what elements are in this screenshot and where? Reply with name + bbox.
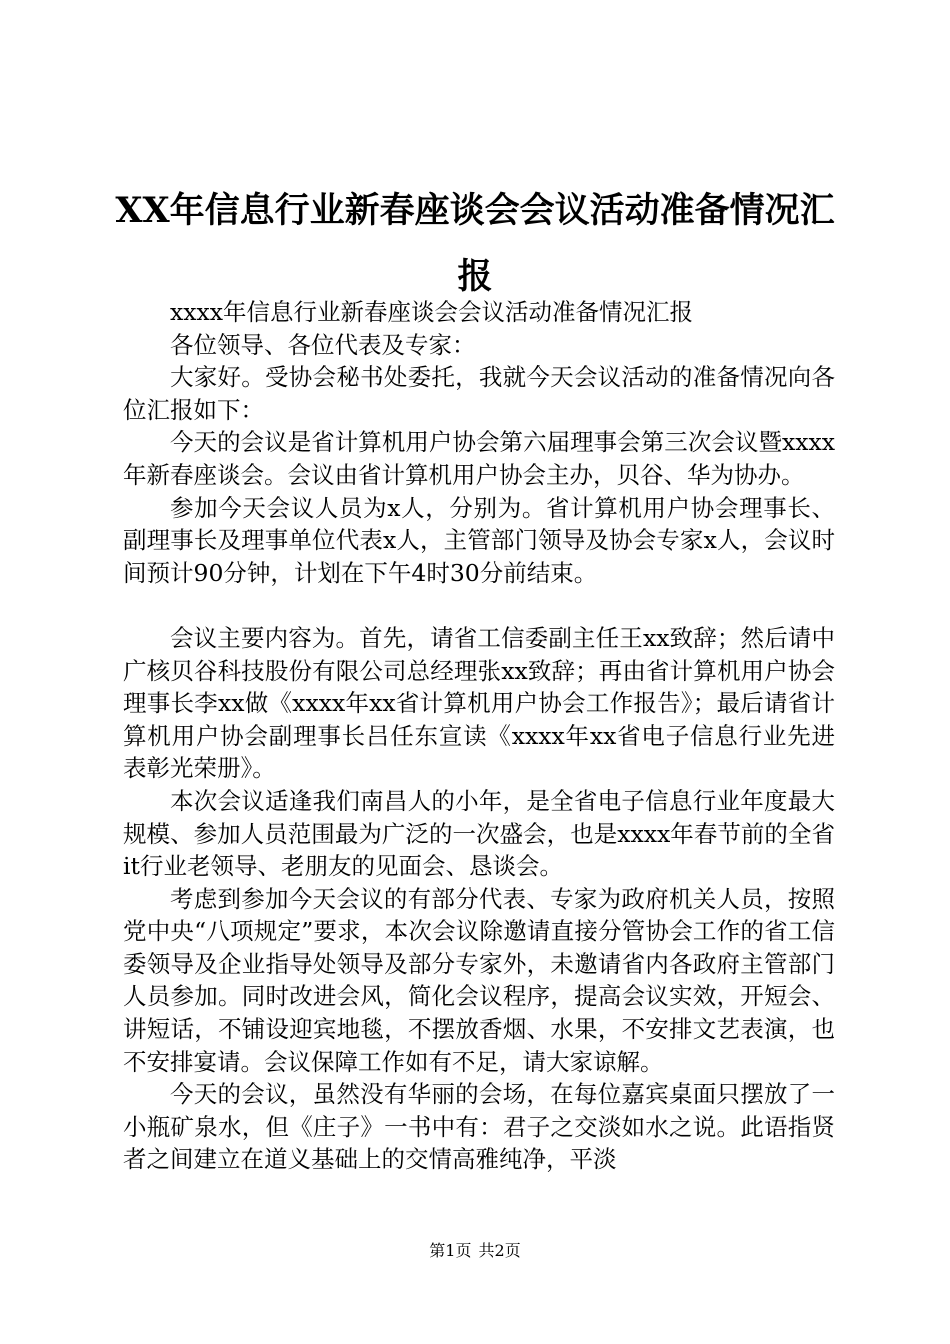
paragraph-salutation: 各位领导、各位代表及专家： <box>170 330 476 359</box>
paragraph-agenda: 会议主要内容为。首先，请省工信委副主任王xx致辞；然后请中广核贝谷科技股份有限公司总经理张xx致辞；再由省计算机用户协会理事长李xx做《xxxx年xx省计算机用户协会工作报告》；最后请省计算机用户协会副理事长吕任东宣读《xxxx年xx省电子信息行业先进表彰光荣册》。 <box>123 623 835 783</box>
document-title: XX年信息行业新春座谈会会议活动准备情况汇报 <box>115 190 835 297</box>
paragraph-attendees: 参加今天会议人员为x人，分别为。省计算机用户协会理事长、副理事长及理事单位代表x人，主管部门领导及协会专家x人，会议时间预计90分钟，计划在下午4时30分前结束。 <box>123 493 835 587</box>
page-footer <box>0 1238 950 1261</box>
page-total: 共2页 <box>478 1241 521 1260</box>
paragraph-significance: 本次会议适逢我们南昌人的小年，是全省电子信息行业年度最大规模、参加人员范围最为广泛的一次盛会，也是xxxx年春节前的全省it行业老领导、老朋友的见面会、恳谈会。 <box>123 786 835 881</box>
document-body <box>123 296 835 1176</box>
paragraph-meeting-intro: 今天的会议是省计算机用户协会第六届理事会第三次会议暨xxxx年新春座谈会。会议由省计算机用户协会主办，贝谷、华为协办。 <box>123 428 835 489</box>
paragraph-venue: 今天的会议，虽然没有华丽的会场，在每位嘉宾桌面只摆放了一小瓶矿泉水，但《庄子》一书中有：君子之交淡如水之说。此语指贤者之间建立在道义基础上的交情高雅纯净，平淡 <box>123 1080 835 1174</box>
paragraph-regulations: 考虑到参加今天会议的有部分代表、专家为政府机关人员，按照党中央“八项规定”要求，本次会议除邀请直接分管协会工作的省工信委领导及企业指导处领导及部分专家外，未邀请省内各政府主管部门人员参加。同时改进会风，简化会议程序，提高会议实效，开短会、讲短话，不铺设迎宾地毯，不摆放香烟、水果，不安排文艺表演，也不安排宴请。会议保障工作如有不足，请大家谅解。 <box>123 884 835 1076</box>
paragraph-heading: xxxx年信息行业新春座谈会会议活动准备情况汇报 <box>170 298 694 326</box>
page-number: 第1页 <box>429 1241 472 1260</box>
paragraph-greeting: 大家好。受协会秘书处委托，我就今天会议活动的准备情况向各位汇报如下： <box>123 363 835 424</box>
